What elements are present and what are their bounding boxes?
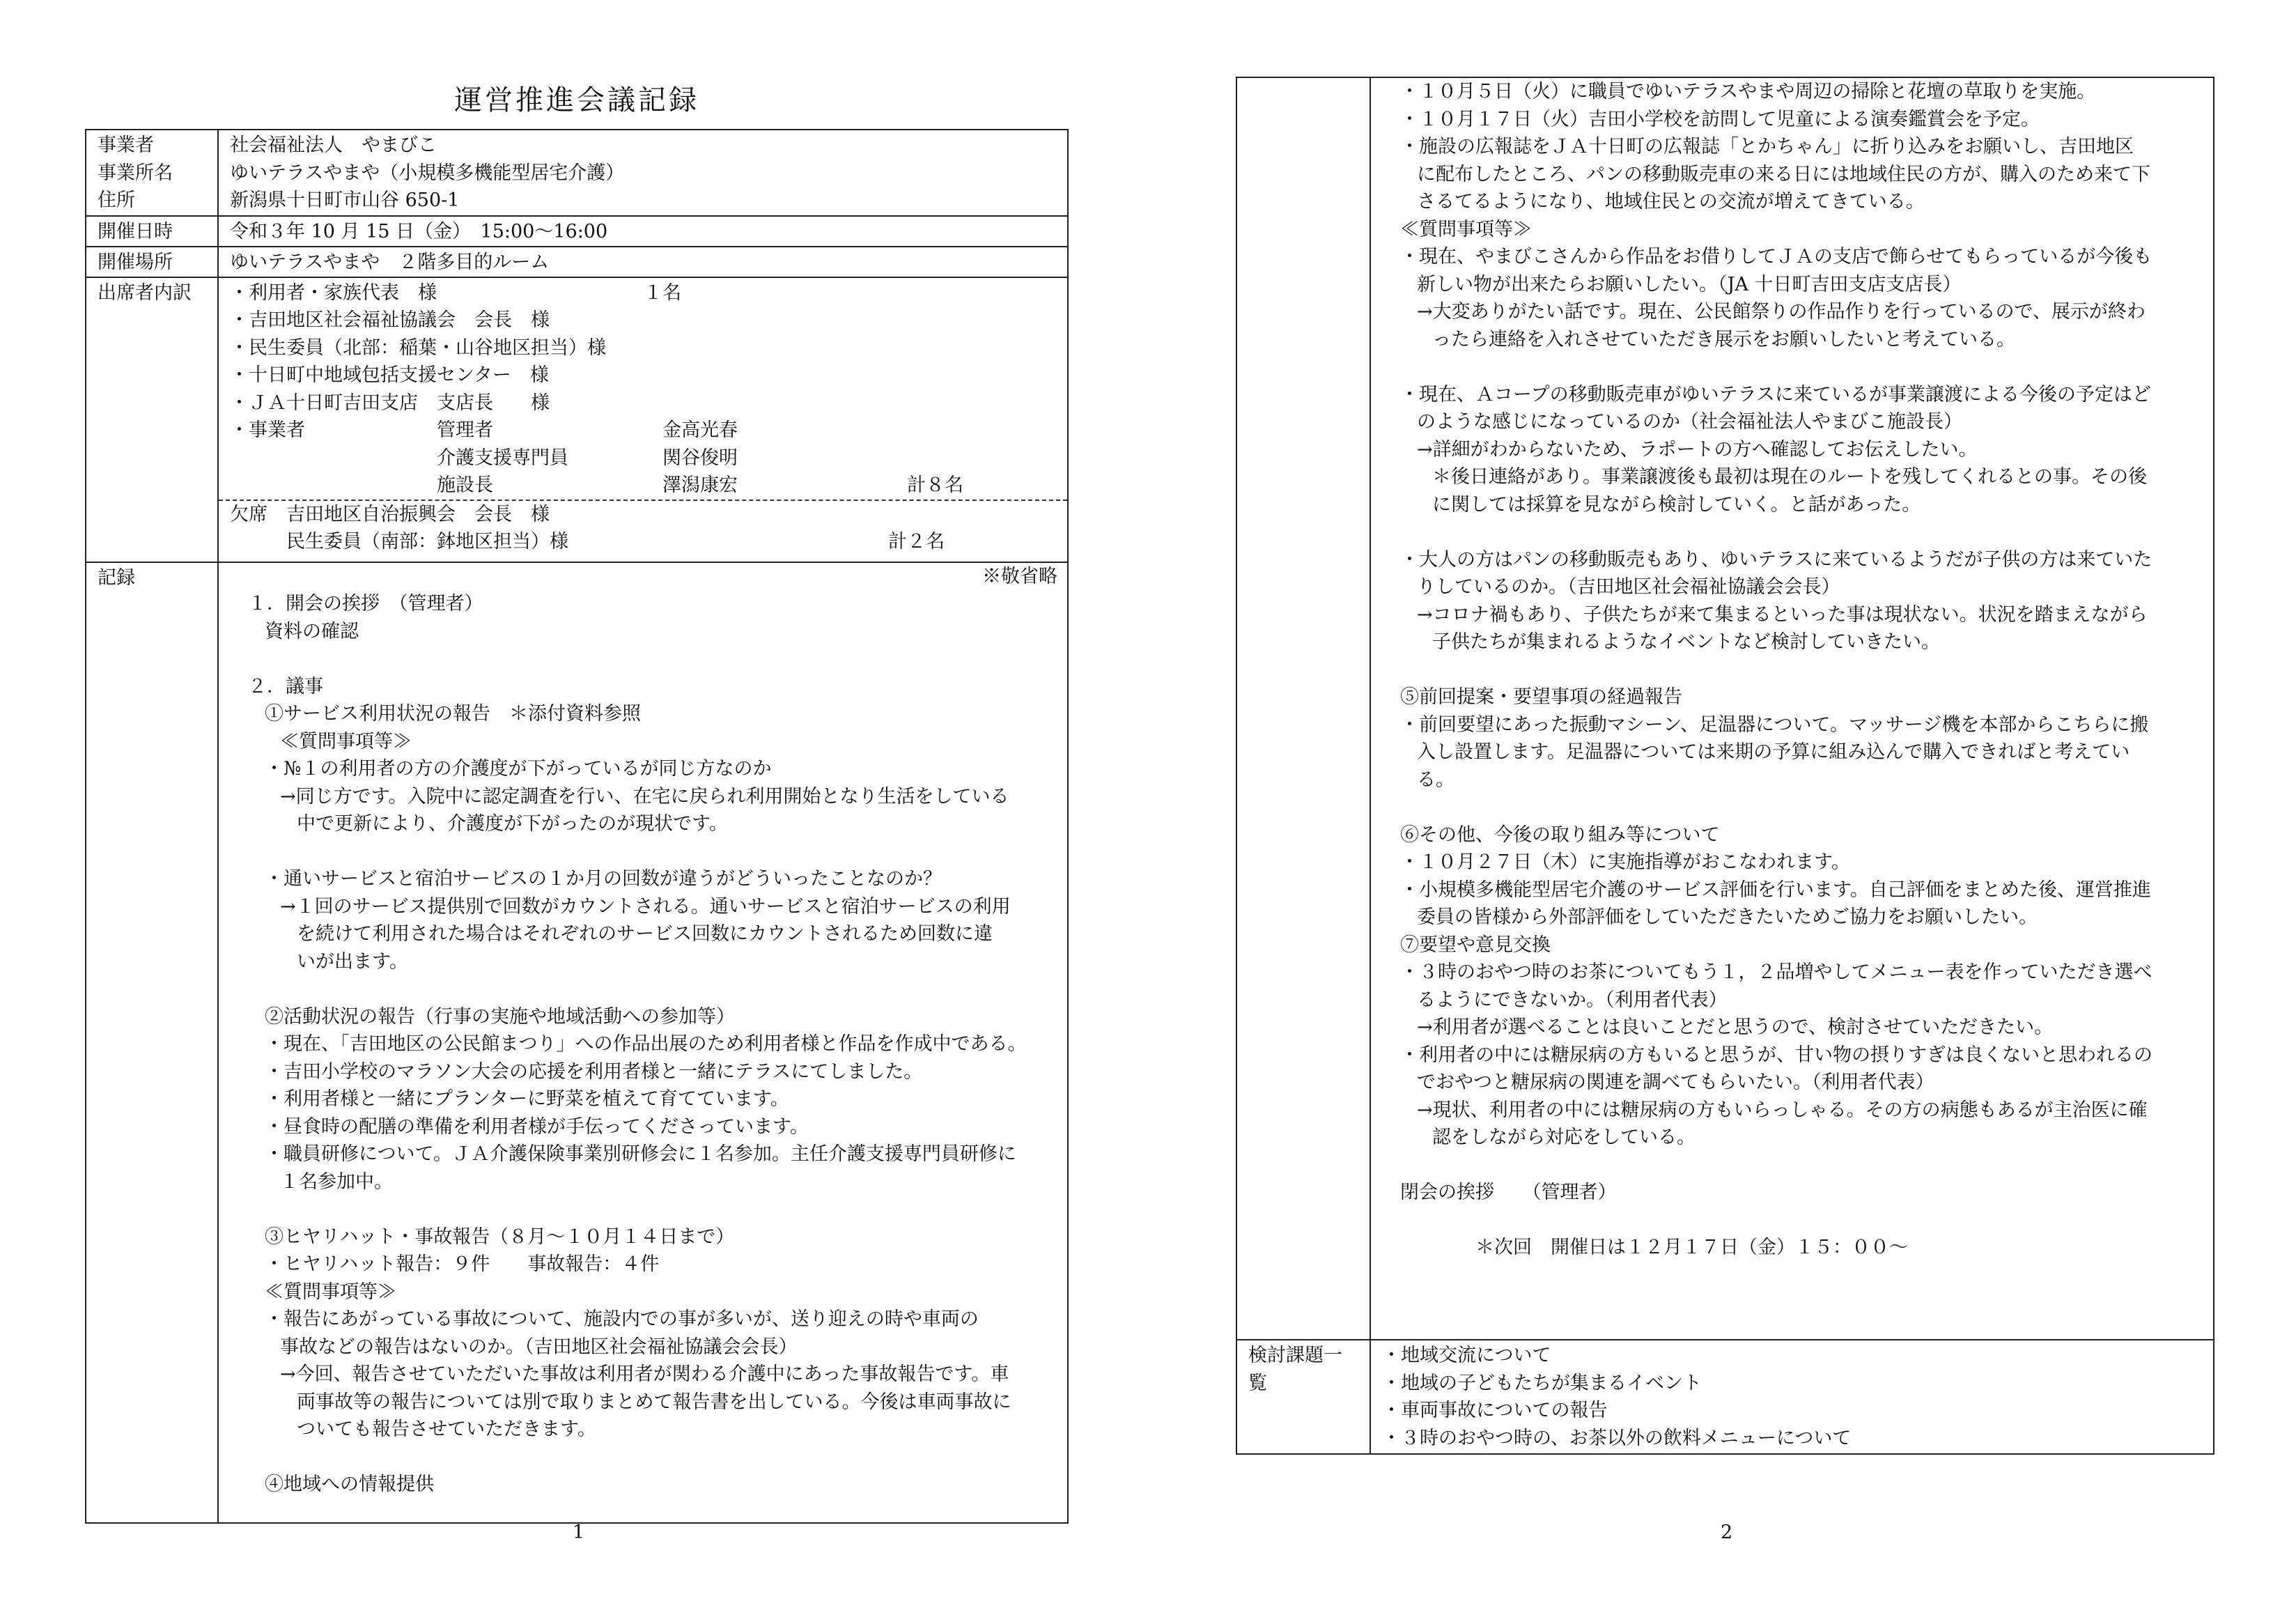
record-continued-cell <box>1370 77 2214 1340</box>
address-value: 新潟県十日町市山谷 650-1 <box>230 190 460 211</box>
record-line: を続けて利用された場合はそれぞれのサービス回数にカウントされるため回数に違 <box>297 923 993 945</box>
record-line: ・職員研修について。ＪＡ介護保険事業別研修会に１名参加。主任介護支援専門員研修に <box>265 1143 1016 1165</box>
attendee-line: ・利用者・家族代表 様 １名 <box>230 281 681 304</box>
record-line: 事故などの報告はないのか。（吉田地区社会福祉協議会会長） <box>280 1336 798 1358</box>
issues-row <box>1236 1340 2214 1454</box>
record-line: 入し設置します。足温器については来期の予算に組み込んで購入できればと考えてい <box>1417 741 2130 763</box>
venue-value: ゆいテラスやまや ２階多目的ルーム <box>218 247 1068 277</box>
issues-list <box>1382 1342 2208 1452</box>
record-line: ②活動状況の報告（行事の実施や地域活動への参加等） <box>265 1005 735 1028</box>
page-number: 1 <box>573 1522 585 1543</box>
record-continued-row <box>1236 77 2214 1340</box>
page-number: 2 <box>1721 1522 1733 1543</box>
attendees-label: 出席者内訳 <box>86 277 218 562</box>
absent-line: 民生委員（南部：鉢地区担当）様 計２名 <box>230 531 945 552</box>
omission-note: ※敬省略 <box>982 565 1057 587</box>
record-line: いが出ます。 <box>297 950 408 973</box>
record-line: ・１０月１７日（火）吉田小学校を訪問して児童による演奏鑑賞会を予定。 <box>1400 108 2040 130</box>
record-line: ≪質問事項等≫ <box>1400 218 1532 240</box>
issue-item: ・３時のおやつ時の、お茶以外の飲料メニューについて <box>1382 1427 1852 1449</box>
record-line: 子供たちが集まれるようなイベントなど検討していきたい。 <box>1432 631 1940 653</box>
operator-labels <box>86 130 218 216</box>
operator-row <box>86 130 1068 216</box>
blank-line <box>231 1444 1057 1471</box>
record-line: ・前回要望にあった振動マシーン、足温器について。マッサージ機を本部からこちらに搬 <box>1400 713 2149 736</box>
document-page-2 <box>1148 0 2296 1624</box>
absent-line: 欠席 吉田地区自治振興会 会長 様 <box>230 503 550 525</box>
record-label: 記録 <box>86 562 218 1523</box>
blank-line <box>1383 656 2203 684</box>
record-line: に関しては採算を見ながら検討していく。と話があった。 <box>1432 493 1921 516</box>
record-line: のような感じになっているのか（社会福祉法人やまびこ施設長） <box>1417 411 1962 433</box>
office-label: 事業所名 <box>98 162 173 184</box>
datetime-label: 開催日時 <box>86 216 218 247</box>
record-line: ＊後日連絡があり。事業譲渡後も最初は現在のルートを残してくれるとの事。その後 <box>1432 466 2147 488</box>
record-line: ④地域への情報提供 <box>265 1474 434 1495</box>
blank-line <box>1383 518 2203 546</box>
datetime-value: 令和３年 10 月 15 日（金） 15:00～16:00 <box>218 216 1068 247</box>
record-line: ・１０月２７日（木）に実施指導がおこなわれます。 <box>1400 851 1850 873</box>
datetime-row <box>86 216 1068 247</box>
record-continued-label <box>1236 77 1370 1340</box>
record-line: ≪質問事項等≫ <box>265 1281 396 1303</box>
record-line: 閉会の挨拶 （管理者） <box>1400 1182 1617 1203</box>
blank-line <box>231 645 1057 673</box>
record-line: ⑤前回提案・要望事項の経過報告 <box>1400 686 1682 708</box>
attendee-line: ・ＪＡ十日町吉田支店 支店長 様 <box>230 392 550 414</box>
record-line: ≪質問事項等≫ <box>280 730 412 752</box>
record-line: ・ヒヤリハット報告：９件 事故報告：４件 <box>265 1253 660 1275</box>
record-line: ・吉田小学校のマラソン大会の応援を利用者様と一緒にテラスにてしました。 <box>265 1060 923 1083</box>
address-label: 住所 <box>98 190 135 211</box>
venue-label: 開催場所 <box>86 247 218 277</box>
record-line: るようにできないか。（利用者代表） <box>1417 989 1728 1011</box>
record-line: →利用者が選べることは良いことだと思うので、検討させていただきたい。 <box>1417 1016 2054 1038</box>
record-line: 資料の確認 <box>265 620 359 642</box>
attendees-row <box>86 277 1068 562</box>
blank-line <box>1383 1207 2203 1235</box>
attendee-line: ・事業者 管理者 金高光春 <box>230 419 738 441</box>
record-line: ・報告にあがっている事故について、施設内での事が多いが、送り迎えの時や車両の <box>265 1308 979 1330</box>
record-row <box>86 562 1068 1523</box>
attendees-list <box>230 279 1062 500</box>
document-title: 運営推進会議記録 <box>454 84 699 116</box>
record-line: ③ヒヤリハット・事故報告（８月～１０月１４日まで） <box>265 1225 735 1248</box>
issues-label-line2: 覧 <box>1248 1372 1267 1394</box>
meeting-record-table <box>85 129 1069 1524</box>
record-line: ⑥その他、今後の取り組み等について <box>1400 823 1720 846</box>
blank-line <box>1383 794 2203 821</box>
record-line: ・３時のおやつ時のお茶についてもう１，２品増やしてメニュー表を作っていただき選べ <box>1400 961 2152 983</box>
issues-label <box>1236 1340 1370 1454</box>
issue-item: ・地域の子どもたちが集まるイベント <box>1382 1372 1702 1394</box>
record-line: ついても報告させていただきます。 <box>297 1418 596 1440</box>
record-line: ・現在、Ａコープの移動販売車がゆいテラスに来ているが事業譲渡による今後の予定はど <box>1400 383 2151 405</box>
record-line: る。 <box>1417 768 1455 791</box>
record-line: ・小規模多機能型居宅介護のサービス評価を行います。自己評価をまとめた後、運営推進 <box>1400 879 2151 901</box>
blank-line <box>1383 353 2203 381</box>
record-line: ・通いサービスと宿泊サービスの１か月の回数が違うがどういったことなのか？ <box>265 868 942 890</box>
record-line: ・利用者様と一緒にプランターに野菜を植えて育てています。 <box>265 1088 789 1110</box>
record-line: →コロナ禍もあり、子供たちが来て集まるといった事は現状ない。状況を踏まえながら <box>1417 603 2148 626</box>
record-line: さるてるようになり、地域住民との交流が増えてきている。 <box>1417 191 1925 212</box>
blank-line <box>231 975 1057 1003</box>
record-line: ・１０月５日（火）に職員でゆいテラスやまや周辺の掃除と花壇の草取りを実施。 <box>1400 81 2096 102</box>
record-line: →現状、利用者の中には糖尿病の方もいらっしゃる。その方の病態もあるが主治医に確 <box>1417 1099 2148 1121</box>
record-line: →同じ方です。入院中に認定調査を行い、在宅に戻られ利用開始となり生活をしている <box>280 785 1009 807</box>
record-line: ・昼食時の配膳の準備を利用者様が手伝ってくださっています。 <box>265 1115 809 1138</box>
operator-label: 事業者 <box>98 134 154 156</box>
issue-item: ・地域交流について <box>1382 1345 1551 1366</box>
blank-line <box>1383 1152 2203 1180</box>
attendee-line: 介護支援専門員 関谷俊明 <box>230 447 738 469</box>
record-line: ⑦要望や意見交換 <box>1400 934 1551 956</box>
record-line: １．開会の挨拶 （管理者） <box>248 593 483 614</box>
attendee-line: ・吉田地区社会福祉協議会 会長 様 <box>230 309 550 331</box>
operator-values <box>218 130 1068 216</box>
record-line: でおやつと糖尿病の関連を調べてもらいたい。（利用者代表） <box>1417 1072 1934 1093</box>
record-continued-body <box>1383 78 2203 1262</box>
record-line: 中で更新により、介護度が下がったのが現状です。 <box>297 813 728 835</box>
record-line: ・現在、やまびこさんから作品をお借りしてＪＡの支店で飾らせてもらっているが今後も <box>1400 246 2152 268</box>
attendee-line: 施設長 澤潟康宏 計８名 <box>230 474 963 496</box>
record-line: ・利用者の中には糖尿病の方もいると思うが、甘い物の摂りすぎは良くないと思われるの <box>1400 1044 2152 1066</box>
record-body <box>231 590 1057 1499</box>
record-line: ＊次回 開催日は１２月１７日（金）１５：００～ <box>1400 1237 1908 1258</box>
record-line: 両事故等の報告については別で取りまとめて報告書を出している。今後は車両事故に <box>297 1391 1011 1413</box>
attendee-line: ・十日町中地域包括支援センター 様 <box>230 364 549 386</box>
operator-value: 社会福祉法人 やまびこ <box>230 134 437 156</box>
record-line: １名参加中。 <box>280 1170 393 1193</box>
blank-line <box>231 1196 1057 1223</box>
record-line: ・施設の広報誌をＪＡ十日町の広報誌「とかちゃん」に折り込みをお願いし、吉田地区 <box>1400 136 2134 157</box>
issues-label-line1: 検討課題一 <box>1248 1345 1342 1366</box>
record-line: ①サービス利用状況の報告 ＊添付資料参照 <box>265 703 641 725</box>
record-line: →大変ありがたい話です。現在、公民館祭りの作品作りを行っているので、展示が終わ <box>1417 301 2146 323</box>
record-line: ・№１の利用者の方の介護度が下がっているが同じ方なのか <box>265 758 772 780</box>
absent-list <box>230 501 1062 556</box>
office-value: ゆいテラスやまや（小規模多機能型居宅介護） <box>230 162 625 184</box>
issue-item: ・車両事故についての報告 <box>1382 1400 1608 1421</box>
record-line: 委員の皆様から外部評価をしていただきたいためご協力をお願いしたい。 <box>1417 906 2038 928</box>
blank-line <box>231 838 1057 866</box>
record-line: →今回、報告させていただいた事故は利用者が関わる介護中にあった事故報告です。車 <box>280 1363 1009 1385</box>
record-line: に配布したところ、パンの移動販売車の来る日には地域住民の方が、購入のため来て下 <box>1417 163 2150 185</box>
record-cell <box>218 562 1068 1523</box>
meeting-record-continued-table <box>1236 77 2214 1455</box>
record-line: ・大人の方はパンの移動販売もあり、ゆいテラスに来ているようだが子供の方は来ていた <box>1400 548 2152 571</box>
venue-row <box>86 247 1068 277</box>
attendees-cell <box>218 277 1068 562</box>
record-line: りしているのか。（吉田地区社会福祉協議会会長） <box>1417 576 1840 598</box>
record-line: ったら連絡を入れさせていただき展示をお願いしたいと考えている。 <box>1432 328 2015 350</box>
attendee-line: ・民生委員（北部：稲葉・山谷地区担当）様 <box>230 337 606 359</box>
issues-cell <box>1370 1340 2214 1454</box>
record-line: ２．議事 <box>248 675 323 697</box>
record-line: 新しい物が出来たらお願いしたい。（JA 十日町吉田支店支店長） <box>1417 273 1962 295</box>
record-line: ・現在、「吉田地区の公民館まつり」への作品出展のため利用者様と作品を作成中である。 <box>265 1033 1027 1055</box>
record-line: →１回のサービス提供別で回数がカウントされる。通いサービスと宿泊サービスの利用 <box>280 895 1011 918</box>
record-line: 認をしながら対応をしている。 <box>1432 1127 1696 1148</box>
record-line: →詳細がわからないため、ラポートの方へ確認してお伝えしたい。 <box>1417 438 1978 461</box>
